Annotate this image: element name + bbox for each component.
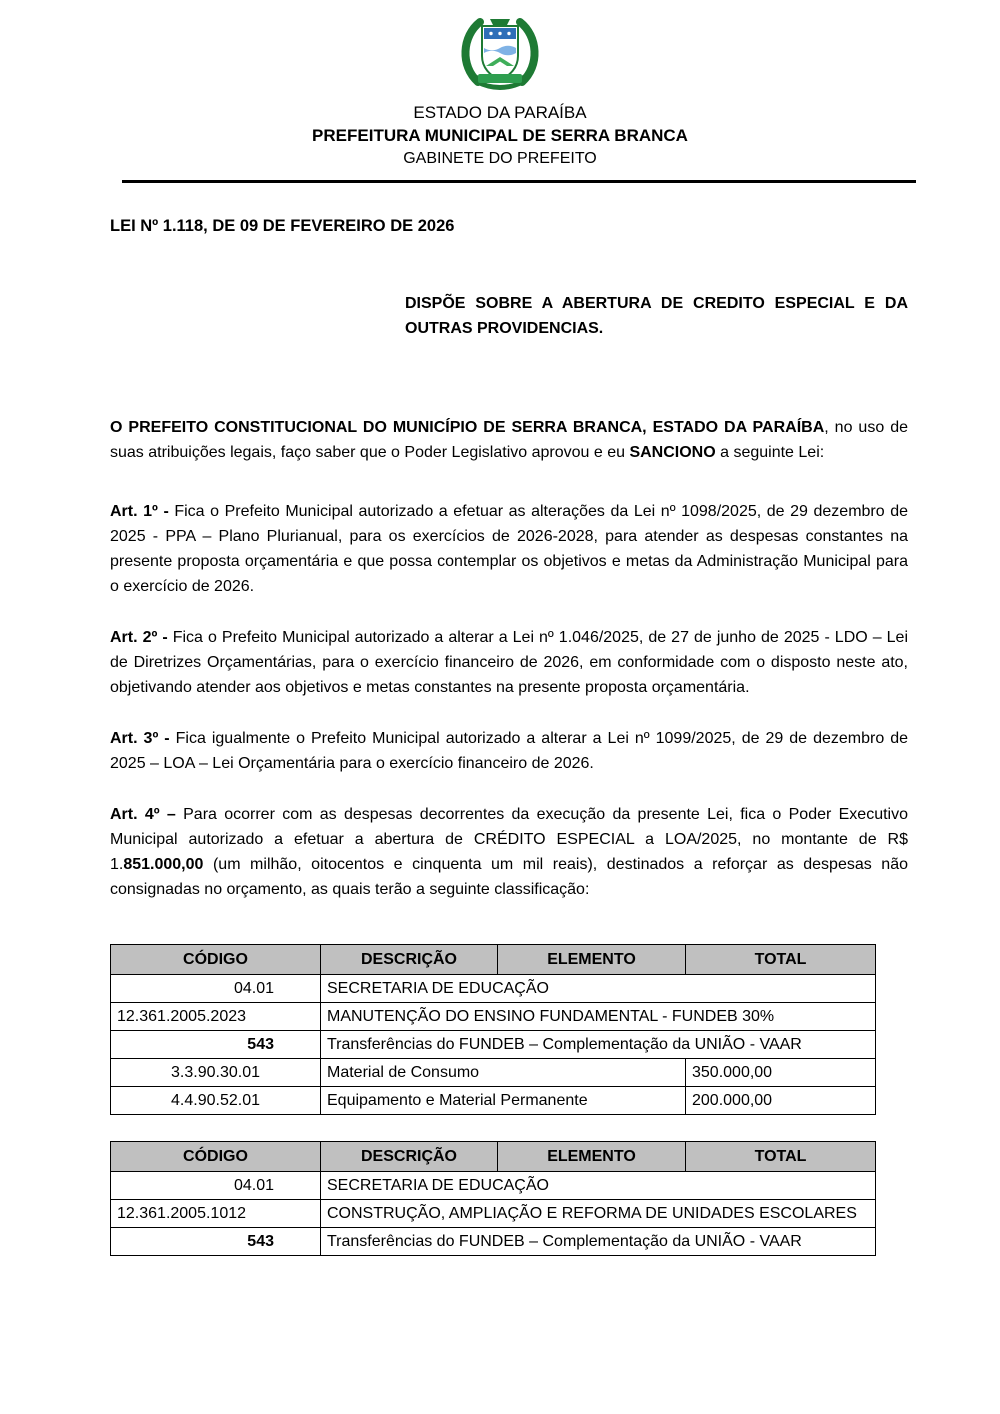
article-2 <box>110 625 908 700</box>
credit-table-1 <box>110 944 876 1115</box>
code-cell: 12.361.2005.1012 <box>111 1200 321 1228</box>
header-divider <box>122 180 916 183</box>
table-2-header-elemento: ELEMENTO <box>498 1142 686 1172</box>
article-4-text-1: Para ocorrer com as despesas decorrentes da execução da presente Lei, fica o Poder Executivo Municipal autorizado a efetuar a abertura de CRÉDITO ESPECIAL a LOA/2025, no montante de R$ 1. <box>110 806 908 873</box>
table-2-header-codigo: CÓDIGO <box>111 1142 321 1172</box>
law-title: LEI Nº 1.118, DE 09 DE FEVEREIRO DE 2026 <box>110 217 455 235</box>
preamble-text-2: a seguinte Lei: <box>715 444 825 461</box>
total-cell: 350.000,00 <box>686 1059 876 1087</box>
table-1-header-total: TOTAL <box>686 945 876 975</box>
article-2-text: Fica o Prefeito Municipal autorizado a alterar a Lei nº 1.046/2025, de 27 de junho de 2025 - LDO – Lei de Diretrizes Orçamentárias, para o exercício financeiro de 2026, em conformidade com o disposto neste ato, objetivando atender aos objetivos e metas constantes na presente proposta orçamentária. <box>110 629 909 696</box>
coat-of-arms-icon <box>450 14 550 94</box>
code-cell: 543 <box>111 1228 321 1256</box>
preamble-sanction: SANCIONO <box>629 444 716 461</box>
code-cell: 543 <box>111 1031 321 1059</box>
table-2-header-row <box>111 1142 876 1172</box>
header-state-name: ESTADO DA PARAÍBA <box>413 103 587 122</box>
law-epigraph: DISPÕE SOBRE A ABERTURA DE CREDITO ESPECIAL E DA OUTRAS PROVIDENCIAS. <box>405 295 908 337</box>
article-4 <box>110 802 908 902</box>
table-2-header-descricao: DESCRIÇÃO <box>321 1142 498 1172</box>
code-cell: 12.361.2005.2023 <box>111 1003 321 1031</box>
table-1-header-descricao: DESCRIÇÃO <box>321 945 498 975</box>
table-1-header-elemento: ELEMENTO <box>498 945 686 975</box>
article-4-text-2: (um milhão, oitocentos e cinquenta um mil reais), destinados a reforçar as despesas não consignadas no orçamento, as quais terão a seguinte classificação: <box>110 856 908 898</box>
preamble-authority: O PREFEITO CONSTITUCIONAL DO MUNICÍPIO DE SERRA BRANCA, ESTADO DA PARAÍBA <box>110 419 825 436</box>
table-row <box>111 975 876 1003</box>
desc-cell: Transferências do FUNDEB – Complementação da UNIÃO - VAAR <box>321 1031 876 1059</box>
article-3-label: Art. 3º - <box>110 730 170 747</box>
desc-cell: CONSTRUÇÃO, AMPLIAÇÃO E REFORMA DE UNIDADES ESCOLARES <box>321 1200 876 1228</box>
code-cell: 04.01 <box>111 975 321 1003</box>
total-cell: 200.000,00 <box>686 1087 876 1115</box>
credit-table-2 <box>110 1141 876 1256</box>
letterhead <box>0 0 1000 183</box>
desc-cell: Equipamento e Material Permanente <box>321 1087 686 1115</box>
header-municipality: PREFEITURA MUNICIPAL DE SERRA BRANCA <box>312 126 688 145</box>
table-row <box>111 1228 876 1256</box>
code-cell: 04.01 <box>111 1172 321 1200</box>
document-body <box>0 214 1000 1256</box>
article-3-text: Fica igualmente o Prefeito Municipal autorizado a alterar a Lei nº 1099/2025, de 29 de dezembro de 2025 – LOA – Lei Orçamentária para o exercício financeiro de 2026. <box>110 730 909 772</box>
table-row <box>111 1200 876 1228</box>
article-4-amount: 851.000,00 <box>123 856 204 873</box>
table-row <box>111 1003 876 1031</box>
table-row <box>111 1087 876 1115</box>
article-1-label: Art. 1º - <box>110 503 169 520</box>
table-row <box>111 1059 876 1087</box>
table-1-header-row <box>111 945 876 975</box>
table-2-header-total: TOTAL <box>686 1142 876 1172</box>
desc-cell: SECRETARIA DE EDUCAÇÃO <box>321 975 876 1003</box>
table-1-header-codigo: CÓDIGO <box>111 945 321 975</box>
article-1 <box>110 499 908 599</box>
preamble-text-1: , no uso de suas atribuições legais, faço saber que o Poder Legislativo aprovou e eu <box>110 419 908 461</box>
code-cell: 3.3.90.30.01 <box>111 1059 321 1087</box>
desc-cell: Material de Consumo <box>321 1059 686 1087</box>
code-cell: 4.4.90.52.01 <box>111 1087 321 1115</box>
article-3 <box>110 726 908 776</box>
article-1-text: Fica o Prefeito Municipal autorizado a efetuar as alterações da Lei nº 1098/2025, de 29 dezembro de 2025 - PPA – Plano Plurianual, para os exercícios de 2026-2028, para atender as despesas constantes na presente proposta orçamentária e que possa contemplar os objetivos e metas da Administração Municipal para o exercício de 2026. <box>110 503 909 595</box>
desc-cell: MANUTENÇÃO DO ENSINO FUNDAMENTAL - FUNDEB 30% <box>321 1003 876 1031</box>
law-preamble <box>110 415 908 465</box>
article-2-label: Art. 2º - <box>110 629 168 646</box>
table-row <box>111 1172 876 1200</box>
table-row <box>111 1031 876 1059</box>
article-4-label: Art. 4º – <box>110 806 176 823</box>
desc-cell: SECRETARIA DE EDUCAÇÃO <box>321 1172 876 1200</box>
desc-cell: Transferências do FUNDEB – Complementação da UNIÃO - VAAR <box>321 1228 876 1256</box>
header-office: GABINETE DO PREFEITO <box>403 150 597 167</box>
